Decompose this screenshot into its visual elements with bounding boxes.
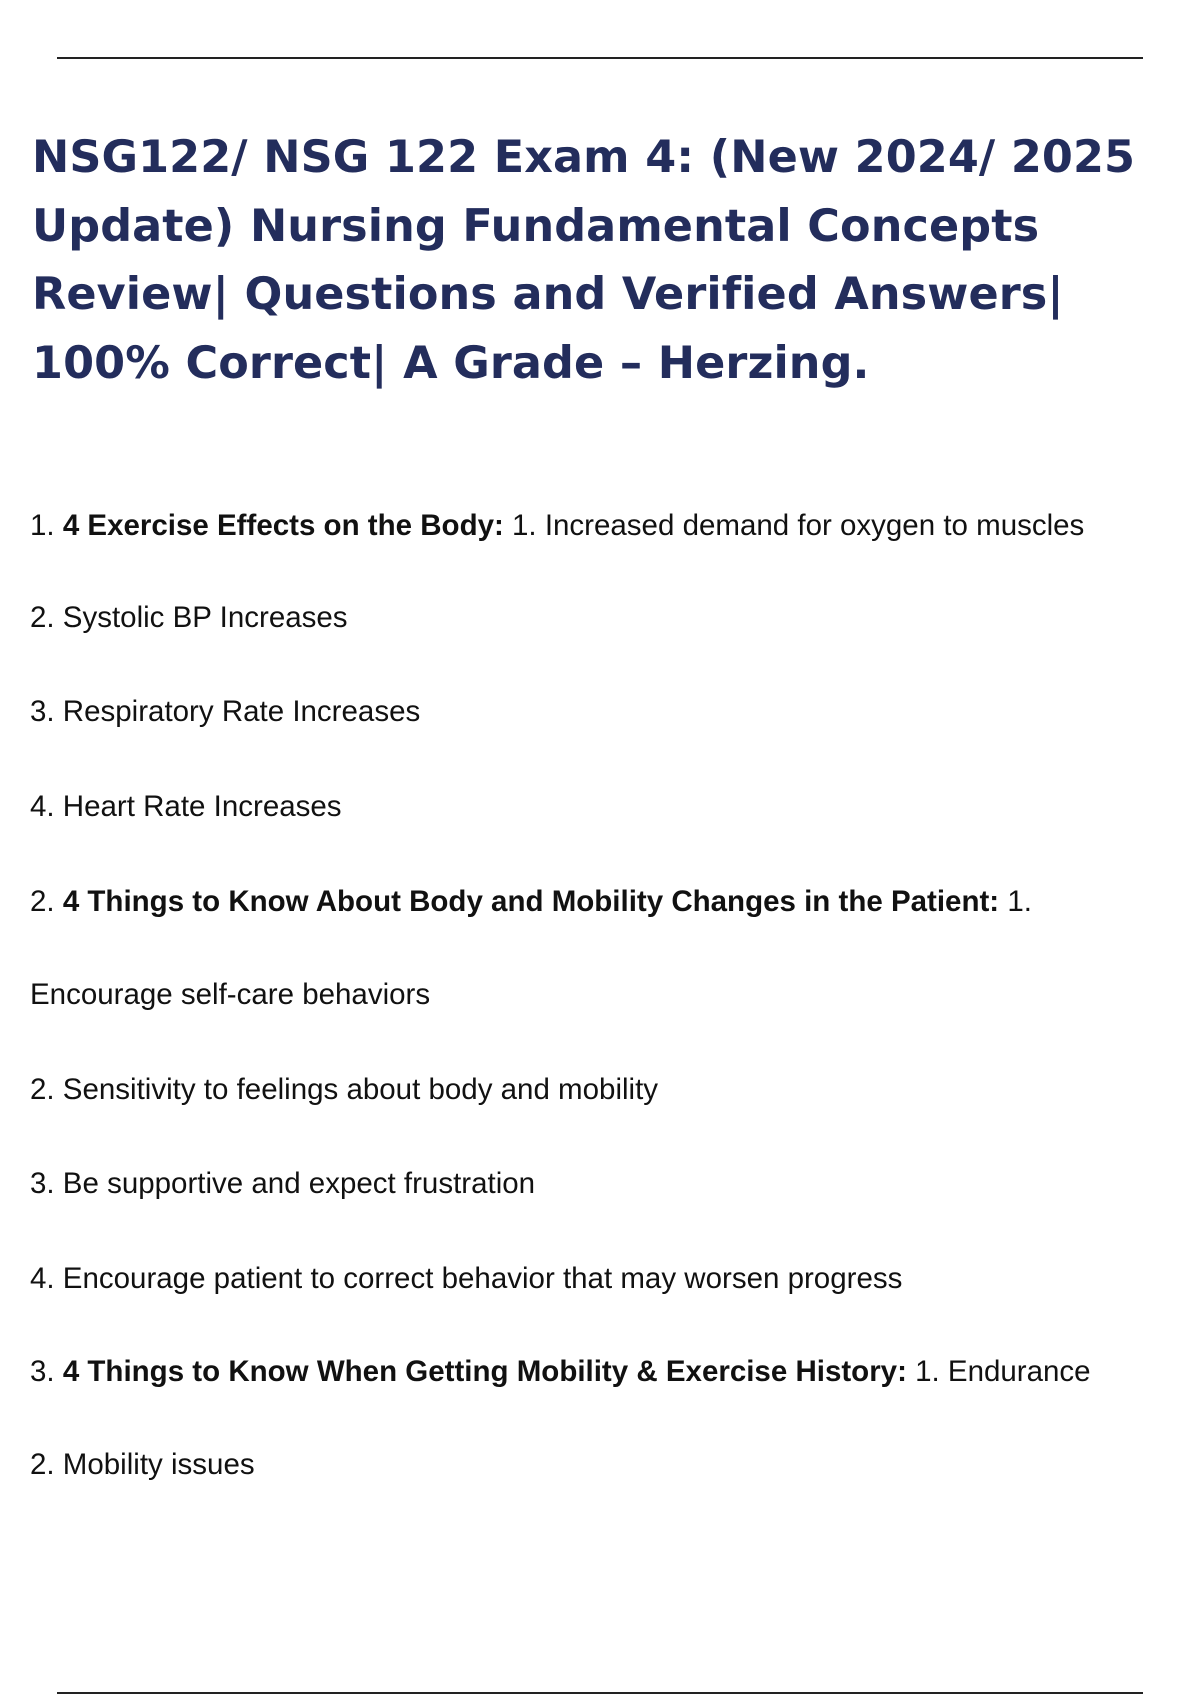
bottom-rule [57, 1692, 1143, 1694]
answer-line: 3. Be supportive and expect frustration [30, 1167, 536, 1200]
question-number: 2. [30, 885, 63, 918]
answer-line: 4. Heart Rate Increases [30, 790, 342, 823]
answer-line: 2. Systolic BP Increases [30, 601, 348, 634]
answer-line: Encourage self-care behaviors [30, 978, 431, 1011]
answer-text: 1. Increased demand for oxygen to muscles [503, 509, 1085, 542]
question-text: 4 Exercise Effects on the Body: [62, 509, 504, 542]
question-text: 4 Things to Know When Getting Mobility & Exercise History: [62, 1355, 907, 1388]
answer-line: 3. Respiratory Rate Increases [30, 695, 421, 728]
top-rule [57, 57, 1143, 59]
question-line-3 [30, 1354, 1195, 1390]
answer-text: 1. Endurance [906, 1355, 1091, 1388]
answer-line: 2. Sensitivity to feelings about body and mobility [30, 1073, 659, 1106]
question-line-1 [30, 508, 1195, 544]
answer-line: 4. Encourage patient to correct behavior that may worsen progress [30, 1262, 903, 1295]
question-number: 1. [30, 509, 63, 542]
question-line-2 [30, 884, 1195, 920]
answer-text: 1. [999, 885, 1032, 918]
question-number: 3. [30, 1355, 63, 1388]
answer-line: 2. Mobility issues [30, 1448, 255, 1481]
document-title: NSG122/ NSG 122 Exam 4: (New 2024/ 2025 Update) Nursing Fundamental Concepts Review| Questions and Verified Answers| 100% Correct| A Grade – Herzing. [32, 132, 1136, 389]
question-text: 4 Things to Know About Body and Mobility Changes in the Patient: [62, 885, 1000, 918]
